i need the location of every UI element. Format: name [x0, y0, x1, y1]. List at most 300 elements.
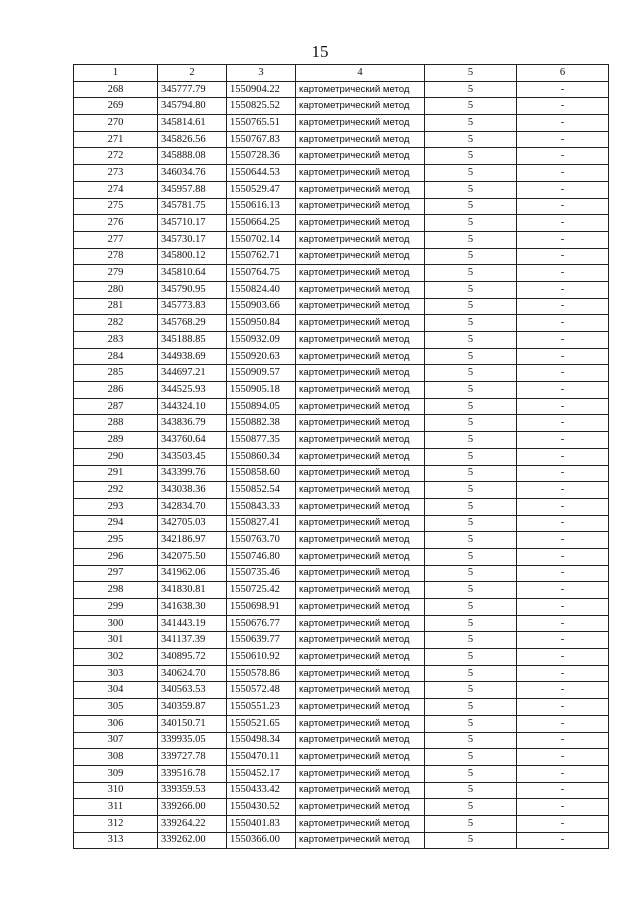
- point-number-cell: 288: [74, 415, 158, 432]
- note-cell: -: [517, 682, 609, 699]
- point-number-cell: 291: [74, 465, 158, 482]
- accuracy-cell: 5: [425, 532, 517, 549]
- y-coordinate-cell: 1550858.60: [227, 465, 296, 482]
- y-coordinate-cell: 1550698.91: [227, 599, 296, 616]
- x-coordinate-cell: 340895.72: [158, 649, 227, 666]
- point-number-cell: 300: [74, 615, 158, 632]
- note-cell: -: [517, 181, 609, 198]
- y-coordinate-cell: 1550852.54: [227, 482, 296, 499]
- accuracy-cell: 5: [425, 432, 517, 449]
- point-number-cell: 309: [74, 765, 158, 782]
- point-number-cell: 270: [74, 115, 158, 132]
- x-coordinate-cell: 344324.10: [158, 398, 227, 415]
- y-coordinate-cell: 1550498.34: [227, 732, 296, 749]
- note-cell: -: [517, 649, 609, 666]
- x-coordinate-cell: 343760.64: [158, 432, 227, 449]
- note-cell: -: [517, 248, 609, 265]
- table-row: [74, 832, 609, 849]
- point-number-cell: 301: [74, 632, 158, 649]
- table-row: [74, 198, 609, 215]
- method-cell: картометрический метод: [296, 131, 425, 148]
- point-number-cell: 299: [74, 599, 158, 616]
- y-coordinate-cell: 1550932.09: [227, 332, 296, 349]
- point-number-cell: 312: [74, 815, 158, 832]
- x-coordinate-cell: 345888.08: [158, 148, 227, 165]
- point-number-cell: 292: [74, 482, 158, 499]
- y-coordinate-cell: 1550882.38: [227, 415, 296, 432]
- table-row: [74, 248, 609, 265]
- accuracy-cell: 5: [425, 165, 517, 182]
- note-cell: -: [517, 115, 609, 132]
- note-cell: -: [517, 815, 609, 832]
- x-coordinate-cell: 345768.29: [158, 315, 227, 332]
- x-coordinate-cell: 341443.19: [158, 615, 227, 632]
- point-number-cell: 281: [74, 298, 158, 315]
- y-coordinate-cell: 1550644.53: [227, 165, 296, 182]
- method-cell: картометрический метод: [296, 749, 425, 766]
- y-coordinate-cell: 1550616.13: [227, 198, 296, 215]
- y-coordinate-cell: 1550401.83: [227, 815, 296, 832]
- y-coordinate-cell: 1550735.46: [227, 565, 296, 582]
- note-cell: -: [517, 465, 609, 482]
- y-coordinate-cell: 1550676.77: [227, 615, 296, 632]
- table-row: [74, 332, 609, 349]
- point-number-cell: 268: [74, 81, 158, 98]
- table-row: [74, 465, 609, 482]
- accuracy-cell: 5: [425, 231, 517, 248]
- x-coordinate-cell: 341830.81: [158, 582, 227, 599]
- point-number-cell: 274: [74, 181, 158, 198]
- method-cell: картометрический метод: [296, 565, 425, 582]
- table-row: [74, 231, 609, 248]
- method-cell: картометрический метод: [296, 699, 425, 716]
- table-row: [74, 398, 609, 415]
- y-coordinate-cell: 1550765.51: [227, 115, 296, 132]
- table-row: [74, 732, 609, 749]
- accuracy-cell: 5: [425, 465, 517, 482]
- point-number-cell: 275: [74, 198, 158, 215]
- y-coordinate-cell: 1550725.42: [227, 582, 296, 599]
- column-header: 6: [517, 65, 609, 82]
- x-coordinate-cell: 339727.78: [158, 749, 227, 766]
- accuracy-cell: 5: [425, 699, 517, 716]
- table-row: [74, 782, 609, 799]
- method-cell: картометрический метод: [296, 432, 425, 449]
- point-number-cell: 278: [74, 248, 158, 265]
- method-cell: картометрический метод: [296, 415, 425, 432]
- note-cell: -: [517, 498, 609, 515]
- y-coordinate-cell: 1550767.83: [227, 131, 296, 148]
- table-row: [74, 365, 609, 382]
- method-cell: картометрический метод: [296, 815, 425, 832]
- note-cell: -: [517, 532, 609, 549]
- note-cell: -: [517, 265, 609, 282]
- point-number-cell: 295: [74, 532, 158, 549]
- x-coordinate-cell: 342705.03: [158, 515, 227, 532]
- table-row: [74, 148, 609, 165]
- note-cell: -: [517, 365, 609, 382]
- accuracy-cell: 5: [425, 815, 517, 832]
- x-coordinate-cell: 342075.50: [158, 548, 227, 565]
- x-coordinate-cell: 342834.70: [158, 498, 227, 515]
- y-coordinate-cell: 1550746.80: [227, 548, 296, 565]
- y-coordinate-cell: 1550702.14: [227, 231, 296, 248]
- note-cell: -: [517, 298, 609, 315]
- column-header: 5: [425, 65, 517, 82]
- point-number-cell: 304: [74, 682, 158, 699]
- y-coordinate-cell: 1550904.22: [227, 81, 296, 98]
- accuracy-cell: 5: [425, 198, 517, 215]
- x-coordinate-cell: 345730.17: [158, 231, 227, 248]
- y-coordinate-cell: 1550664.25: [227, 215, 296, 232]
- method-cell: картометрический метод: [296, 482, 425, 499]
- column-header: 2: [158, 65, 227, 82]
- method-cell: картометрический метод: [296, 799, 425, 816]
- y-coordinate-cell: 1550824.40: [227, 281, 296, 298]
- method-cell: картометрический метод: [296, 632, 425, 649]
- point-number-cell: 294: [74, 515, 158, 532]
- table-row: [74, 532, 609, 549]
- table-row: [74, 615, 609, 632]
- accuracy-cell: 5: [425, 498, 517, 515]
- x-coordinate-cell: 341638.30: [158, 599, 227, 616]
- table-row: [74, 215, 609, 232]
- x-coordinate-cell: 345790.95: [158, 281, 227, 298]
- table-row: [74, 115, 609, 132]
- table-row: [74, 415, 609, 432]
- point-number-cell: 311: [74, 799, 158, 816]
- method-cell: картометрический метод: [296, 782, 425, 799]
- note-cell: -: [517, 782, 609, 799]
- y-coordinate-cell: 1550764.75: [227, 265, 296, 282]
- accuracy-cell: 5: [425, 715, 517, 732]
- note-cell: -: [517, 732, 609, 749]
- table-row: [74, 815, 609, 832]
- note-cell: -: [517, 599, 609, 616]
- table-row: [74, 582, 609, 599]
- point-number-cell: 272: [74, 148, 158, 165]
- note-cell: -: [517, 482, 609, 499]
- point-number-cell: 310: [74, 782, 158, 799]
- accuracy-cell: 5: [425, 148, 517, 165]
- point-number-cell: 286: [74, 382, 158, 399]
- point-number-cell: 276: [74, 215, 158, 232]
- y-coordinate-cell: 1550905.18: [227, 382, 296, 399]
- y-coordinate-cell: 1550950.84: [227, 315, 296, 332]
- column-header: 3: [227, 65, 296, 82]
- note-cell: -: [517, 231, 609, 248]
- method-cell: картометрический метод: [296, 115, 425, 132]
- table-row: [74, 482, 609, 499]
- table-row: [74, 799, 609, 816]
- point-number-cell: 293: [74, 498, 158, 515]
- table-row: [74, 131, 609, 148]
- x-coordinate-cell: 341962.06: [158, 565, 227, 582]
- y-coordinate-cell: 1550572.48: [227, 682, 296, 699]
- table-row: [74, 265, 609, 282]
- note-cell: -: [517, 565, 609, 582]
- method-cell: картометрический метод: [296, 615, 425, 632]
- y-coordinate-cell: 1550470.11: [227, 749, 296, 766]
- accuracy-cell: 5: [425, 348, 517, 365]
- table-row: [74, 515, 609, 532]
- table-row: [74, 281, 609, 298]
- accuracy-cell: 5: [425, 81, 517, 98]
- accuracy-cell: 5: [425, 98, 517, 115]
- note-cell: -: [517, 699, 609, 716]
- table-header-row: [74, 65, 609, 82]
- method-cell: картометрический метод: [296, 165, 425, 182]
- method-cell: картометрический метод: [296, 181, 425, 198]
- accuracy-cell: 5: [425, 115, 517, 132]
- method-cell: картометрический метод: [296, 599, 425, 616]
- method-cell: картометрический метод: [296, 298, 425, 315]
- accuracy-cell: 5: [425, 298, 517, 315]
- point-number-cell: 298: [74, 582, 158, 599]
- table-row: [74, 699, 609, 716]
- accuracy-cell: 5: [425, 765, 517, 782]
- table-row: [74, 165, 609, 182]
- note-cell: -: [517, 715, 609, 732]
- method-cell: картометрический метод: [296, 582, 425, 599]
- note-cell: -: [517, 832, 609, 849]
- accuracy-cell: 5: [425, 131, 517, 148]
- table-row: [74, 81, 609, 98]
- table-row: [74, 181, 609, 198]
- y-coordinate-cell: 1550430.52: [227, 799, 296, 816]
- coordinates-table: [73, 64, 609, 849]
- point-number-cell: 306: [74, 715, 158, 732]
- accuracy-cell: 5: [425, 749, 517, 766]
- note-cell: -: [517, 98, 609, 115]
- x-coordinate-cell: 339935.05: [158, 732, 227, 749]
- method-cell: картометрический метод: [296, 665, 425, 682]
- x-coordinate-cell: 344697.21: [158, 365, 227, 382]
- table-row: [74, 298, 609, 315]
- method-cell: картометрический метод: [296, 248, 425, 265]
- y-coordinate-cell: 1550825.52: [227, 98, 296, 115]
- x-coordinate-cell: 342186.97: [158, 532, 227, 549]
- x-coordinate-cell: 340150.71: [158, 715, 227, 732]
- x-coordinate-cell: 345773.83: [158, 298, 227, 315]
- note-cell: -: [517, 382, 609, 399]
- x-coordinate-cell: 339266.00: [158, 799, 227, 816]
- x-coordinate-cell: 340563.53: [158, 682, 227, 699]
- y-coordinate-cell: 1550877.35: [227, 432, 296, 449]
- accuracy-cell: 5: [425, 665, 517, 682]
- x-coordinate-cell: 345826.56: [158, 131, 227, 148]
- method-cell: картометрический метод: [296, 382, 425, 399]
- method-cell: картометрический метод: [296, 148, 425, 165]
- method-cell: картометрический метод: [296, 81, 425, 98]
- note-cell: -: [517, 665, 609, 682]
- accuracy-cell: 5: [425, 265, 517, 282]
- note-cell: -: [517, 215, 609, 232]
- note-cell: -: [517, 448, 609, 465]
- point-number-cell: 305: [74, 699, 158, 716]
- method-cell: картометрический метод: [296, 98, 425, 115]
- x-coordinate-cell: 345814.61: [158, 115, 227, 132]
- table-row: [74, 765, 609, 782]
- y-coordinate-cell: 1550827.41: [227, 515, 296, 532]
- accuracy-cell: 5: [425, 632, 517, 649]
- y-coordinate-cell: 1550728.36: [227, 148, 296, 165]
- y-coordinate-cell: 1550909.57: [227, 365, 296, 382]
- y-coordinate-cell: 1550920.63: [227, 348, 296, 365]
- accuracy-cell: 5: [425, 732, 517, 749]
- accuracy-cell: 5: [425, 548, 517, 565]
- point-number-cell: 296: [74, 548, 158, 565]
- note-cell: -: [517, 81, 609, 98]
- x-coordinate-cell: 343503.45: [158, 448, 227, 465]
- note-cell: -: [517, 165, 609, 182]
- note-cell: -: [517, 415, 609, 432]
- table-row: [74, 432, 609, 449]
- x-coordinate-cell: 343399.76: [158, 465, 227, 482]
- point-number-cell: 308: [74, 749, 158, 766]
- accuracy-cell: 5: [425, 682, 517, 699]
- method-cell: картометрический метод: [296, 215, 425, 232]
- accuracy-cell: 5: [425, 599, 517, 616]
- table-row: [74, 498, 609, 515]
- column-header: 1: [74, 65, 158, 82]
- x-coordinate-cell: 339262.00: [158, 832, 227, 849]
- y-coordinate-cell: 1550529.47: [227, 181, 296, 198]
- x-coordinate-cell: 345794.80: [158, 98, 227, 115]
- accuracy-cell: 5: [425, 448, 517, 465]
- y-coordinate-cell: 1550894.05: [227, 398, 296, 415]
- note-cell: -: [517, 432, 609, 449]
- note-cell: -: [517, 515, 609, 532]
- method-cell: картометрический метод: [296, 231, 425, 248]
- note-cell: -: [517, 348, 609, 365]
- y-coordinate-cell: 1550860.34: [227, 448, 296, 465]
- point-number-cell: 289: [74, 432, 158, 449]
- accuracy-cell: 5: [425, 398, 517, 415]
- accuracy-cell: 5: [425, 248, 517, 265]
- point-number-cell: 279: [74, 265, 158, 282]
- note-cell: -: [517, 315, 609, 332]
- table-row: [74, 548, 609, 565]
- y-coordinate-cell: 1550521.65: [227, 715, 296, 732]
- point-number-cell: 282: [74, 315, 158, 332]
- x-coordinate-cell: 339359.53: [158, 782, 227, 799]
- table-row: [74, 315, 609, 332]
- note-cell: -: [517, 131, 609, 148]
- accuracy-cell: 5: [425, 482, 517, 499]
- method-cell: картометрический метод: [296, 281, 425, 298]
- y-coordinate-cell: 1550762.71: [227, 248, 296, 265]
- y-coordinate-cell: 1550639.77: [227, 632, 296, 649]
- x-coordinate-cell: 343038.36: [158, 482, 227, 499]
- page-number: 15: [311, 42, 329, 61]
- method-cell: картометрический метод: [296, 715, 425, 732]
- accuracy-cell: 5: [425, 332, 517, 349]
- note-cell: -: [517, 765, 609, 782]
- table-row: [74, 632, 609, 649]
- x-coordinate-cell: 340624.70: [158, 665, 227, 682]
- note-cell: -: [517, 615, 609, 632]
- table-row: [74, 665, 609, 682]
- x-coordinate-cell: 344938.69: [158, 348, 227, 365]
- point-number-cell: 303: [74, 665, 158, 682]
- method-cell: картометрический метод: [296, 532, 425, 549]
- x-coordinate-cell: 345777.79: [158, 81, 227, 98]
- x-coordinate-cell: 345188.85: [158, 332, 227, 349]
- table-row: [74, 382, 609, 399]
- point-number-cell: 290: [74, 448, 158, 465]
- point-number-cell: 297: [74, 565, 158, 582]
- accuracy-cell: 5: [425, 365, 517, 382]
- y-coordinate-cell: 1550610.92: [227, 649, 296, 666]
- method-cell: картометрический метод: [296, 265, 425, 282]
- note-cell: -: [517, 148, 609, 165]
- y-coordinate-cell: 1550903.66: [227, 298, 296, 315]
- table-row: [74, 565, 609, 582]
- note-cell: -: [517, 548, 609, 565]
- x-coordinate-cell: 345957.88: [158, 181, 227, 198]
- x-coordinate-cell: 346034.76: [158, 165, 227, 182]
- note-cell: -: [517, 632, 609, 649]
- x-coordinate-cell: 343836.79: [158, 415, 227, 432]
- table-row: [74, 599, 609, 616]
- method-cell: картометрический метод: [296, 198, 425, 215]
- note-cell: -: [517, 799, 609, 816]
- method-cell: картометрический метод: [296, 498, 425, 515]
- method-cell: картометрический метод: [296, 348, 425, 365]
- method-cell: картометрический метод: [296, 448, 425, 465]
- note-cell: -: [517, 749, 609, 766]
- x-coordinate-cell: 345710.17: [158, 215, 227, 232]
- column-header: 4: [296, 65, 425, 82]
- accuracy-cell: 5: [425, 215, 517, 232]
- method-cell: картометрический метод: [296, 682, 425, 699]
- note-cell: -: [517, 198, 609, 215]
- point-number-cell: 284: [74, 348, 158, 365]
- method-cell: картометрический метод: [296, 315, 425, 332]
- point-number-cell: 285: [74, 365, 158, 382]
- x-coordinate-cell: 345781.75: [158, 198, 227, 215]
- accuracy-cell: 5: [425, 832, 517, 849]
- x-coordinate-cell: 339264.22: [158, 815, 227, 832]
- point-number-cell: 280: [74, 281, 158, 298]
- point-number-cell: 277: [74, 231, 158, 248]
- table-row: [74, 682, 609, 699]
- method-cell: картометрический метод: [296, 515, 425, 532]
- y-coordinate-cell: 1550452.17: [227, 765, 296, 782]
- accuracy-cell: 5: [425, 515, 517, 532]
- x-coordinate-cell: 340359.87: [158, 699, 227, 716]
- accuracy-cell: 5: [425, 415, 517, 432]
- note-cell: -: [517, 398, 609, 415]
- y-coordinate-cell: 1550551.23: [227, 699, 296, 716]
- x-coordinate-cell: 345800.12: [158, 248, 227, 265]
- x-coordinate-cell: 341137.39: [158, 632, 227, 649]
- accuracy-cell: 5: [425, 281, 517, 298]
- accuracy-cell: 5: [425, 615, 517, 632]
- x-coordinate-cell: 344525.93: [158, 382, 227, 399]
- method-cell: картометрический метод: [296, 765, 425, 782]
- point-number-cell: 313: [74, 832, 158, 849]
- y-coordinate-cell: 1550763.70: [227, 532, 296, 549]
- y-coordinate-cell: 1550578.86: [227, 665, 296, 682]
- method-cell: картометрический метод: [296, 332, 425, 349]
- method-cell: картометрический метод: [296, 365, 425, 382]
- method-cell: картометрический метод: [296, 548, 425, 565]
- table-row: [74, 749, 609, 766]
- point-number-cell: 269: [74, 98, 158, 115]
- method-cell: картометрический метод: [296, 398, 425, 415]
